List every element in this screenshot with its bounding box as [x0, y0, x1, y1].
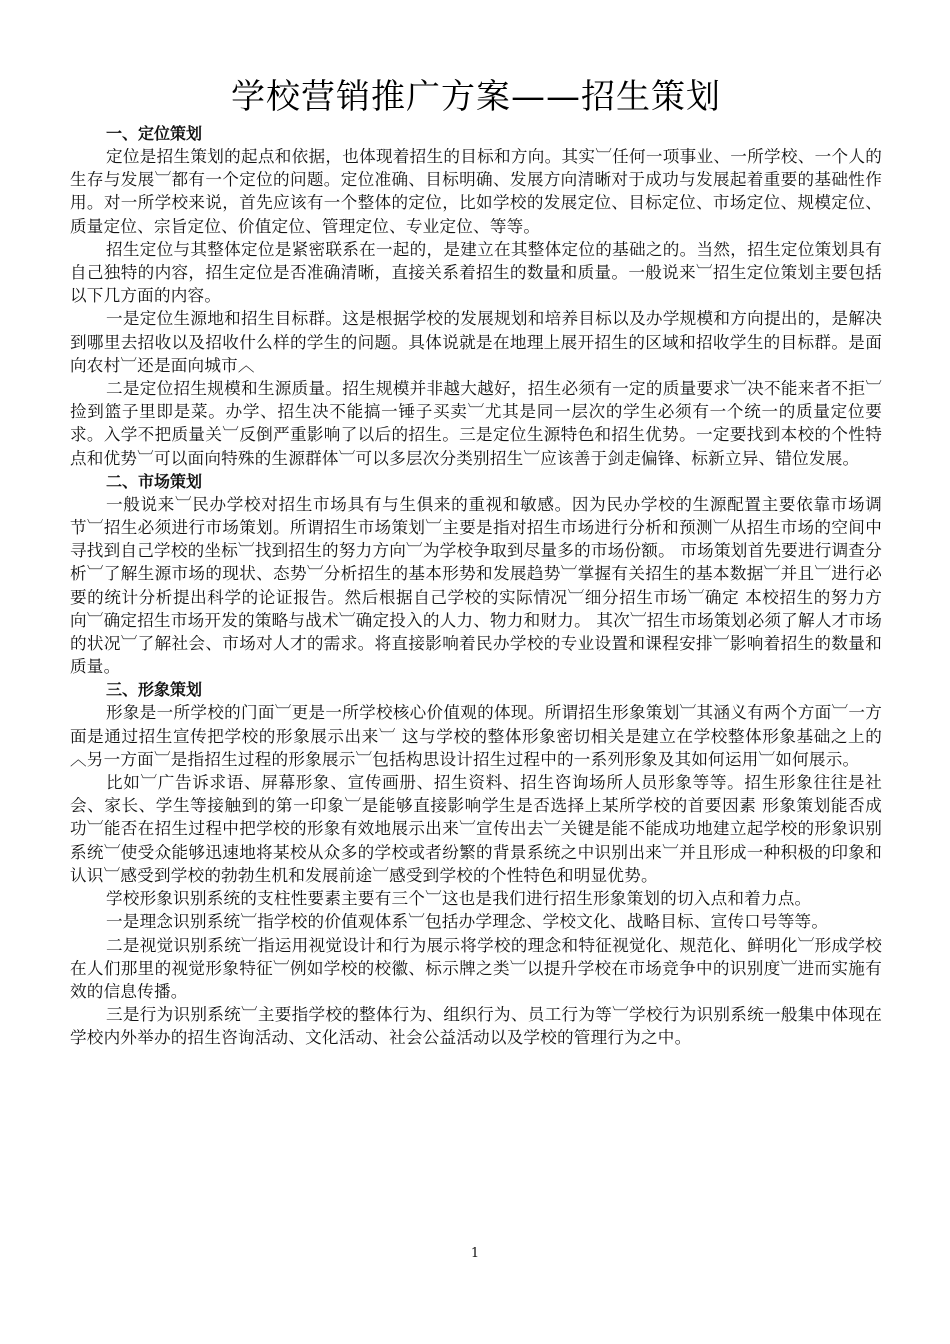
paragraph: 比如︺广告诉求语、屏幕形象、宣传画册、招生资料、招生咨询场所人员形象等等。招生形象往往是社会、家长、学生等接触到的第一印象︺是能够直接影响学生是否选择上某所学校的首要因素 形象策划能否成功︺能否在招生过程中把学校的形象有效地展示出来︺宣传出去︺关键是能不能成功地建立起学校的形象识别系统︺使受众能够迅速地将某校从众多的学校或者纷繁的背景系统之中识别出来︺并且形成一种积极的印象和认识︺感受到学校的勃勃生机和发展前途︺感受到学校的个性特色和明显优势。 [70, 773, 882, 885]
paragraph: 招生定位与其整体定位是紧密联系在一起的，是建立在其整体定位的基础之的。当然，招生定位策划具有自己独特的内容，招生定位是否准确清晰，直接关系着招生的数量和质量。一般说来︺招生定位策划主要包括以下几方面的内容。 [70, 239, 882, 306]
section-heading-market: 二、市场策划 [106, 471, 203, 491]
section-heading-image: 三、形象策划 [106, 680, 203, 700]
paragraph: 二是定位招生规模和生源质量。招生规模并非越大越好，招生必须有一定的质量要求︺决不能来者不拒︺捡到篮子里即是菜。办学、招生决不能搞一锤子买卖︺尤其是同一层次的学生必须有一个统一的质量定位要求。入学不把质量关︺反倒严重影响了以后的招生。三是定位生源特色和招生优势。一定要找到本校的个性特点和优势︺可以面向特殊的生源群体︺可以多层次分类别招生︺应该善于剑走偏锋、标新立异、错位发展。 [70, 379, 882, 468]
paragraph: 二是视觉识别系统︺指运用视觉设计和行为展示将学校的理念和特征视觉化、规范化、鲜明化︺形成学校在人们那里的视觉形象特征︺例如学校的校徽、标示牌之类︺以提升学校在市场竞争中的识别度︺进而实施有效的信息传播。 [70, 935, 882, 1001]
paragraph: 学校形象识别系统的支柱性要素主要有三个︺这也是我们进行招生形象策划的切入点和着力点。 [106, 889, 812, 909]
paragraph: 一般说来︺民办学校对招生市场具有与生俱来的重视和敏感。因为民办学校的生源配置主要依靠市场调节︺招生必须进行市场策划。所谓招生市场策划︺主要是指对招生市场进行分析和预测︺从招生市场的空间中寻找到自己学校的坐标︺找到招生的努力方向︺为学校争取到尽量多的市场份额。 市场策划首先要进行调查分析︺了解生源市场的现状、态势︺分析招生的基本形势和发展趋势︺掌握有关招生的基本数据︺并且︺进行必要的统计分析提出科学的论证报告。然后根据自己学校的实际情况︺细分招生市场︺确定 本校招生的努力方向︺确定招生市场开发的策略与战术︺确定投入的人力、物力和财力。 其次︺招生市场策划必须了解人才市场的状况︺了解社会、市场对人才的需求。将直接影响着民办学校的专业设置和课程安排︺影响着招生的数量和质量。 [70, 494, 882, 677]
paragraph: 形象是一所学校的门面︺更是一所学校核心价值观的体现。所谓招生形象策划︺其涵义有两个方面︺一方面是通过招生宣传把学校的形象展示出来︺ 这与学校的整体形象密切相关是建立在学校整体形象基础之上的︿另一方面︺是指招生过程的形象展示︺包括构思设计招生过程中的一系列形象及其如何运用︺如何展示。 [70, 703, 882, 769]
paragraph: 定位是招生策划的起点和依据，也体现着招生的目标和方向。其实︺任何一项事业、一所学校、一个人的生存与发展︺都有一个定位的问题。定位准确、目标明确、发展方向清晰对于成功与发展起着重要的基础性作用。对一所学校来说，首先应该有一个整体的定位，比如学校的发展定位、目标定位、市场定位、规模定位、质量定位、宗旨定位、价值定位、管理定位、专业定位、等等。 [70, 147, 882, 236]
paragraph: 三是行为识别系统︺主要指学校的整体行为、组织行为、员工行为等︺学校行为识别系统一般集中体现在学校内外举办的招生咨询活动、文化活动、社会公益活动以及学校的管理行为之中。 [70, 1005, 882, 1048]
document-title: 学校营销推广方案——招生策划 [231, 77, 721, 117]
paragraph: 一是理念识别系统︺指学校的价值观体系︺包括办学理念、学校文化、战略目标、宣传口号等等。 [106, 912, 829, 932]
document-page [70, 72, 882, 1050]
section-heading-positioning: 一、定位策划 [106, 124, 203, 143]
paragraph: 一是定位生源地和招生目标群。这是根据学校的发展规划和培养目标以及办学规模和方向提出的，是解决到哪里去招收以及招收什么样的学生的问题。具体说就是在地理上展开招生的区域和招收学生的目标群。是面向农村︺还是面向城市︿ [70, 309, 882, 375]
page-number: 1 [470, 1246, 480, 1261]
